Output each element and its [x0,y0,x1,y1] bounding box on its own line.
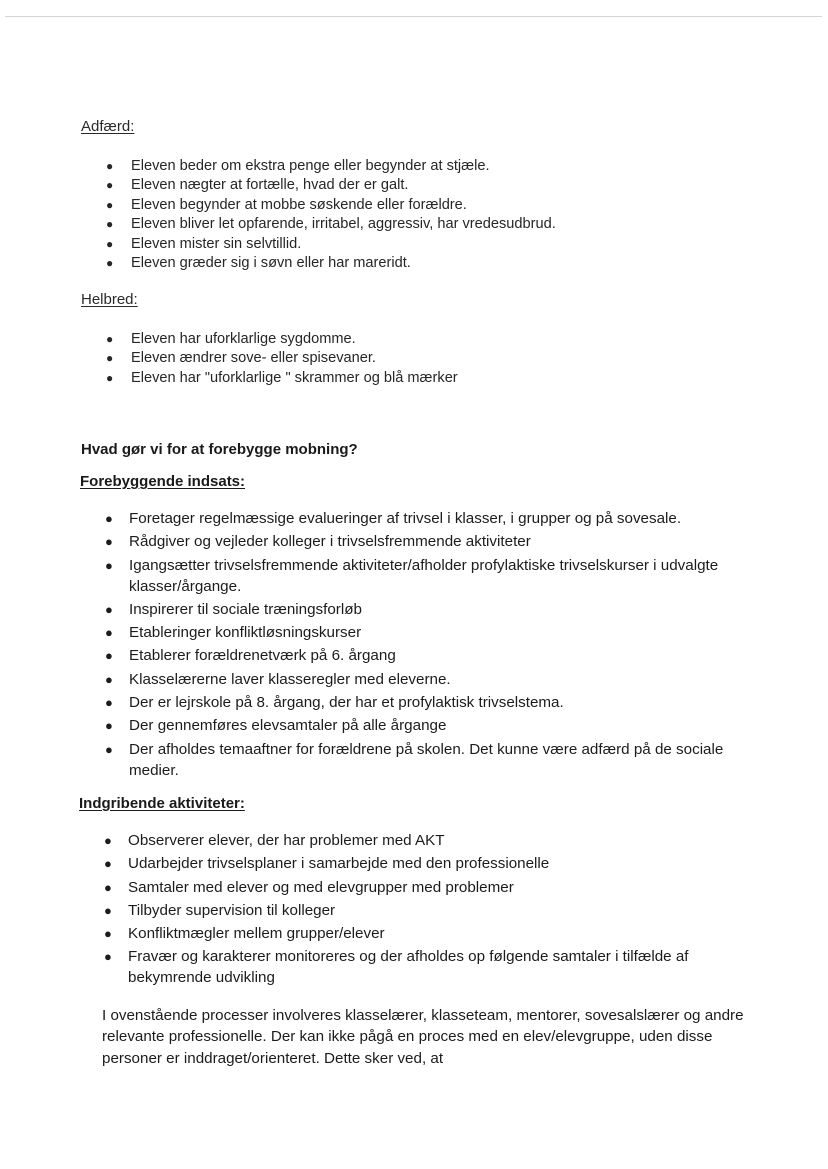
bullet-icon: ● [105,557,113,573]
bullet-icon: ● [105,718,113,734]
list-item: ● Etablerer forældrenetværk på 6. årgang [105,647,396,665]
bullet-icon: ● [105,601,113,617]
list-item: ● Eleven nægter at fortælle, hvad der er galt. [131,176,771,195]
bullet-icon: ● [105,695,113,711]
list-item: ● Tilbyder supervision til kolleger [104,901,336,919]
bullet-icon: ● [105,741,113,757]
forebyggende-list-wrap [105,508,749,783]
list-item: ● Observerer elever, der har problemer med AKT [104,832,445,849]
bullet-icon: ● [106,217,114,232]
bullet-icon: ● [104,856,112,872]
helbred-section [81,291,138,308]
bullet-icon: ● [106,197,114,212]
bullet-icon: ● [105,511,113,526]
bullet-icon: ● [105,625,113,641]
list-item: ● Udarbejder trivselsplaner i samarbejde med den professionelle [104,855,550,873]
bullet-icon: ● [106,332,114,346]
forebyggende-list [105,508,749,781]
list-item: ● Klasselærerne laver klasseregler med eleverne. [105,670,451,688]
question-section [81,441,358,458]
adfaerd-list [106,157,771,273]
list-item: ● Rådgiver og vejleder kolleger i trivselsfremmende aktiviteter [105,533,531,551]
bullet-icon: ● [105,671,113,687]
list-item: ● Der gennemføres elevsamtaler på alle årgange [105,717,447,735]
forebyggende-section [80,473,245,490]
bullet-icon: ● [106,351,114,366]
list-item: ● Eleven begynder at mobbe søskende eller forældre. [131,196,771,215]
list-item: ● Etableringer konfliktløsningskurser [105,624,362,642]
indgribende-heading: Indgribende aktiviteter: [79,795,245,812]
question-heading: Hvad gør vi for at forebygge mobning? [81,441,358,458]
indgribende-section [79,795,245,812]
list-item: ● Eleven har "uforklarlige " skrammer og blå mærker [131,369,771,388]
list-item: ● Foretager regelmæssige evalueringer af trivsel i klasser, i grupper og på sovesale. [105,510,682,527]
bullet-icon: ● [104,926,112,942]
helbred-list-wrap [106,330,771,388]
list-item: ● Eleven har uforklarlige sygdomme. [131,330,771,349]
forebyggende-heading: Forebyggende indsats: [80,473,246,490]
list-item: ● Igangsætter trivselsfremmende aktiviteter/afholder profylaktiske trivselskurser i udvalgte klasser/årgange. [105,556,719,595]
bullet-icon: ● [105,534,113,550]
adfaerd-section [81,118,134,135]
indgribende-list-wrap [104,830,758,991]
bullet-icon: ● [104,949,112,965]
bullet-icon: ● [105,648,113,664]
bullet-icon: ● [104,902,112,918]
list-item: ● Der er lejrskole på 8. årgang, der har et profylaktisk trivselstema. [105,694,564,712]
helbred-list [106,330,771,388]
list-item: ● Eleven beder om ekstra penge eller begynder at stjæle. [131,157,771,176]
list-item: ● Eleven græder sig i søvn eller har mareridt. [131,254,771,273]
page-top-rule [5,16,822,17]
adfaerd-list-wrap [106,157,771,273]
list-item: ● Der afholdes temaaftner for forældrene på skolen. Det kunne være adfærd på de sociale medier. [105,740,724,779]
bullet-icon: ● [106,236,114,251]
list-item: ● Eleven mister sin selvtillid. [131,235,771,254]
bullet-icon: ● [104,833,112,848]
closing-paragraph: I ovenstående processer involveres klasselærer, klasseteam, mentorer, sovesalslærer og andre relevante professionelle. Der kan ikke pågå en proces med en elev/elevgruppe, uden disse personer er inddraget/orienteret. Dette sker ved, at [102,1007,744,1067]
bullet-icon: ● [104,879,112,895]
list-item: ● Inspirerer til sociale træningsforløb [105,600,362,618]
bullet-icon: ● [106,159,114,173]
list-item: ● Konfliktmægler mellem grupper/elever [104,925,385,943]
closing-section [102,1005,752,1069]
bullet-icon: ● [106,178,114,193]
list-item: ● Samtaler med elever og med elevgrupper med problemer [104,878,514,896]
list-item: ● Fravær og karakterer monitoreres og der afholdes op følgende samtaler i tilfælde af bekymrende udvikling [104,948,689,987]
list-item: ● Eleven bliver let opfarende, irritabel, aggressiv, har vredesudbrud. [131,215,771,234]
helbred-heading: Helbred: [81,291,138,308]
list-item: ● Eleven ændrer sove- eller spisevaner. [131,349,771,368]
bullet-icon: ● [106,370,114,385]
adfaerd-heading: Adfærd: [81,118,135,135]
indgribende-list [104,830,758,988]
bullet-icon: ● [106,256,114,271]
